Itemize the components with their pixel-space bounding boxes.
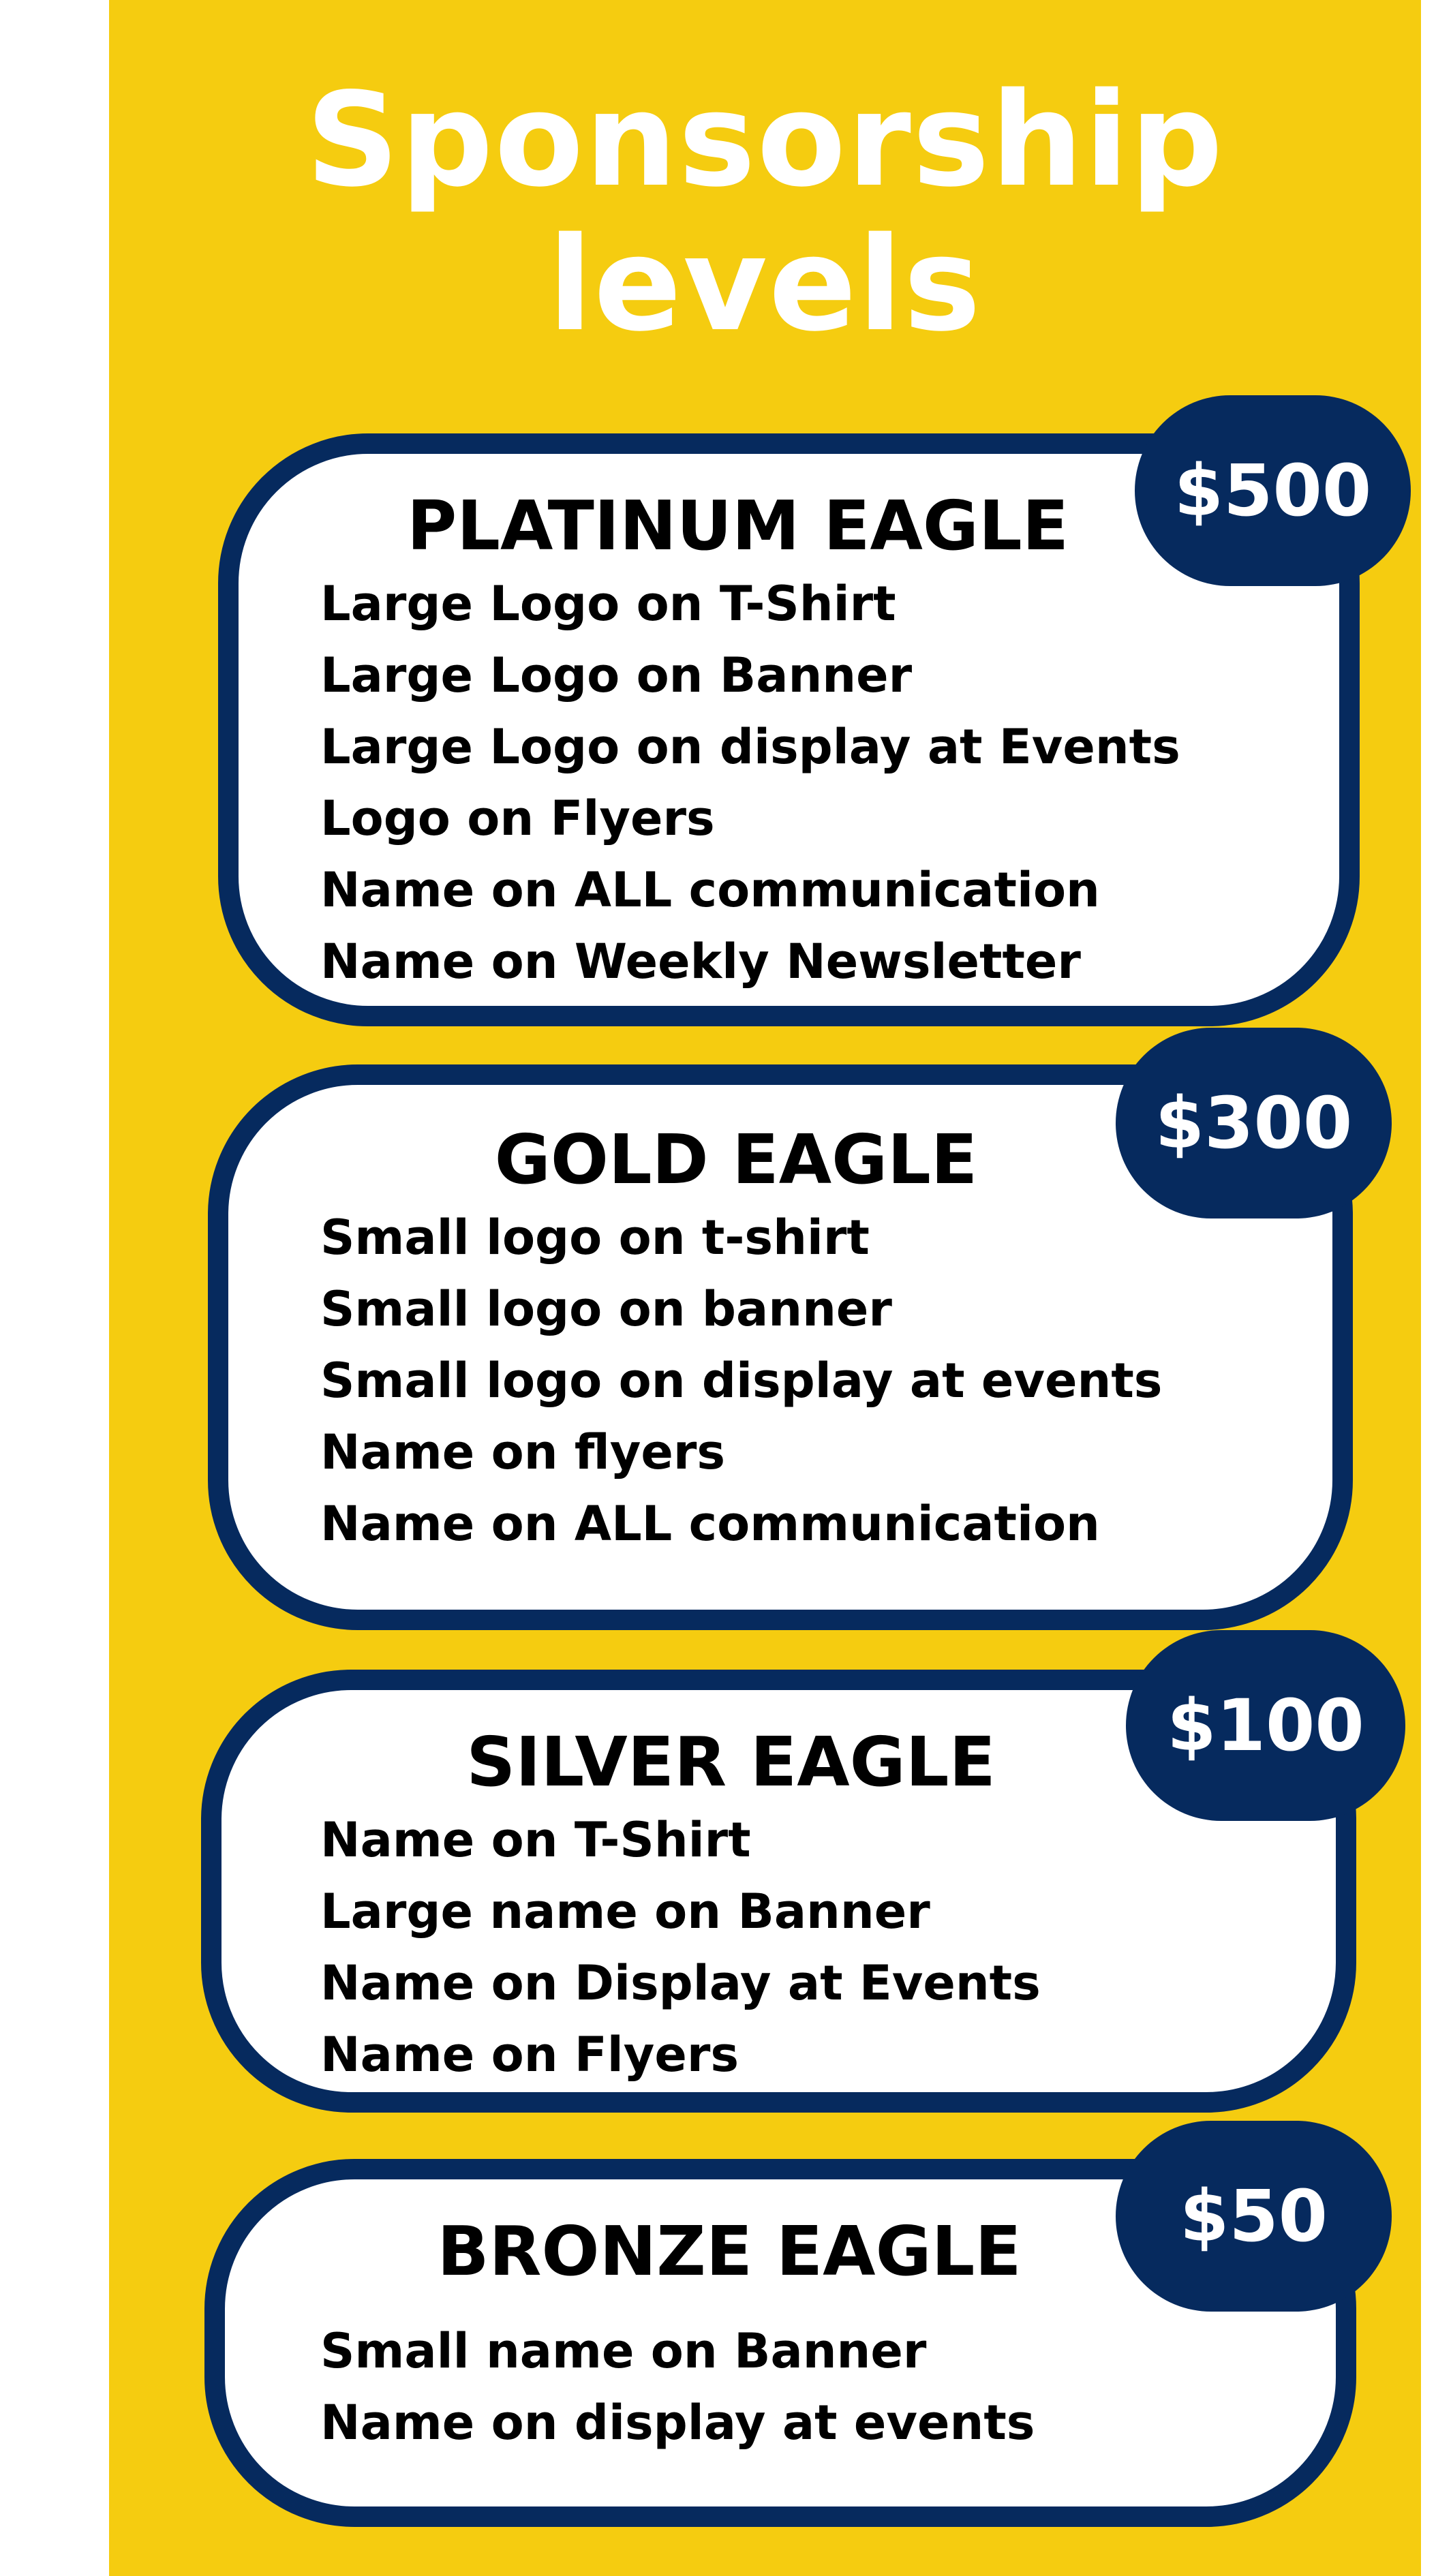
benefit-item: Large name on Banner bbox=[320, 1884, 930, 1939]
benefit-item: Name on ALL communication bbox=[320, 1496, 1100, 1552]
price-badge-gold: $300 bbox=[1116, 1028, 1392, 1218]
page-title bbox=[109, 65, 1421, 360]
page-title-line-2: levels bbox=[548, 209, 982, 360]
benefit-item: Logo on Flyers bbox=[320, 791, 715, 846]
price-badge-silver: $100 bbox=[1126, 1630, 1405, 1821]
benefit-item: Name on display at events bbox=[320, 2395, 1035, 2451]
benefit-item: Small logo on t-shirt bbox=[320, 1210, 870, 1266]
page-title-line-1: Sponsorship bbox=[305, 65, 1225, 215]
tier-name: PLATINUM EAGLE bbox=[406, 486, 1069, 566]
tier-name: BRONZE EAGLE bbox=[437, 2211, 1022, 2291]
benefit-item: Small logo on display at events bbox=[320, 1353, 1163, 1409]
benefit-item: Name on Flyers bbox=[320, 2027, 739, 2083]
benefit-item: Small name on Banner bbox=[320, 2323, 927, 2379]
benefit-item: Name on T-Shirt bbox=[320, 1812, 751, 1868]
tier-name: SILVER EAGLE bbox=[466, 1722, 996, 1802]
benefit-item: Small logo on banner bbox=[320, 1281, 892, 1337]
benefit-item: Large Logo on Banner bbox=[320, 647, 913, 703]
benefit-item: Name on ALL communication bbox=[320, 862, 1100, 918]
price-badge-platinum: $500 bbox=[1135, 395, 1411, 586]
benefit-item: Large Logo on display at Events bbox=[320, 719, 1180, 775]
benefit-item: Name on Display at Events bbox=[320, 1955, 1041, 2011]
benefit-list bbox=[320, 1805, 1041, 2091]
benefit-list bbox=[320, 568, 1180, 998]
benefit-item: Name on Weekly Newsletter bbox=[320, 934, 1081, 990]
price-badge-bronze: $50 bbox=[1116, 2121, 1392, 2312]
benefit-list bbox=[320, 2316, 1035, 2459]
tier-name: GOLD EAGLE bbox=[494, 1120, 978, 1199]
benefit-item: Name on flyers bbox=[320, 1424, 726, 1480]
benefit-item: Large Logo on T-Shirt bbox=[320, 576, 896, 632]
benefit-list bbox=[320, 1202, 1162, 1560]
